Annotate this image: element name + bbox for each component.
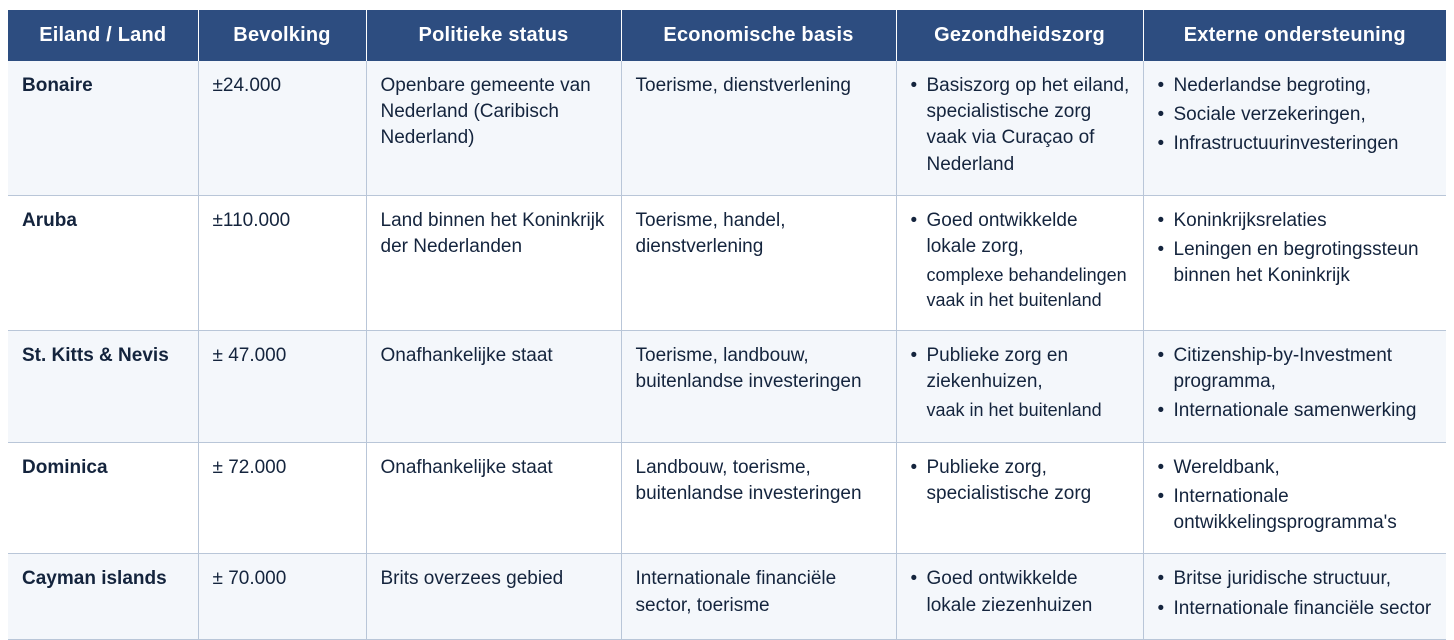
list-item: vaak in het buitenland — [926, 400, 1102, 421]
table-row — [8, 330, 1446, 442]
list-item: • Internationale ontwikkelingsprogramma's — [1158, 484, 1435, 536]
cell-political-status: Onafhankelijke staat — [366, 330, 621, 442]
cell-population: ± 72.000 — [198, 442, 366, 554]
cell-economy: Toerisme, handel, dienstverlening — [621, 195, 896, 330]
cell-economy: Landbouw, toerisme, buitenlandse investeringen — [621, 442, 896, 554]
healthcare-list — [911, 455, 1131, 507]
table-header-row — [8, 10, 1446, 61]
healthcare-list — [911, 73, 1131, 178]
cell-economy: Internationale financiële sector, toerisme — [621, 554, 896, 639]
cell-healthcare — [896, 195, 1143, 330]
cell-healthcare — [896, 330, 1143, 442]
list-item: • Citizenship-by-Investment programma, — [1158, 343, 1435, 395]
list-item: • Nederlandse begroting, — [1158, 73, 1435, 99]
list-item: • Infrastructuurinvesteringen — [1158, 131, 1435, 157]
list-item: • Wereldbank, — [1158, 455, 1435, 481]
cell-healthcare — [896, 61, 1143, 195]
list-item: • Publieke zorg, specialistische zorg — [911, 455, 1131, 507]
cell-island-name: Cayman islands — [8, 554, 198, 639]
cell-island-name: Aruba — [8, 195, 198, 330]
cell-external-support — [1143, 61, 1446, 195]
column-header-population: Bevolking — [198, 10, 366, 61]
cell-population: ±24.000 — [198, 61, 366, 195]
external-support-list — [1158, 566, 1435, 621]
cell-healthcare — [896, 442, 1143, 554]
list-item: • Britse juridische structuur, — [1158, 566, 1435, 592]
cell-island-name: St. Kitts & Nevis — [8, 330, 198, 442]
cell-island-name: Dominica — [8, 442, 198, 554]
cell-external-support — [1143, 195, 1446, 330]
list-item: • Internationale financiële sector — [1158, 596, 1435, 622]
list-item: • Koninkrijksrelaties — [1158, 208, 1435, 234]
table-row — [8, 195, 1446, 330]
table-header — [8, 10, 1446, 61]
external-support-list — [1158, 73, 1435, 158]
external-support-list — [1158, 455, 1435, 537]
healthcare-list — [911, 566, 1131, 618]
column-header-political-status: Politieke status — [366, 10, 621, 61]
column-header-island: Eiland / Land — [8, 10, 198, 61]
cell-external-support — [1143, 442, 1446, 554]
list-item: • Goed ontwikkelde lokale ziezenhuizen — [911, 566, 1131, 618]
island-comparison-table — [8, 10, 1446, 640]
column-header-external-support: Externe ondersteuning — [1143, 10, 1446, 61]
list-item: • Sociale verzekeringen, — [1158, 102, 1435, 128]
cell-external-support — [1143, 554, 1446, 639]
list-item: • Goed ontwikkelde lokale zorg, — [911, 208, 1131, 260]
table-row — [8, 442, 1446, 554]
cell-political-status: Onafhankelijke staat — [366, 442, 621, 554]
list-item: • Basiszorg op het eiland, specialistische zorg vaak via Curaçao of Nederland — [911, 73, 1131, 178]
cell-economy: Toerisme, dienstverlening — [621, 61, 896, 195]
list-item: • Leningen en begrotingssteun binnen het Koninkrijk — [1158, 237, 1435, 289]
healthcare-list — [911, 208, 1131, 313]
cell-healthcare — [896, 554, 1143, 639]
cell-external-support — [1143, 330, 1446, 442]
external-support-list — [1158, 208, 1435, 290]
cell-political-status: Openbare gemeente van Nederland (Caribisch Nederland) — [366, 61, 621, 195]
list-item: • Publieke zorg en ziekenhuizen, — [911, 343, 1131, 395]
table-row — [8, 61, 1446, 195]
list-item: complexe behandelingen vaak in het buitenland — [926, 265, 1127, 311]
cell-political-status: Land binnen het Koninkrijk der Nederlanden — [366, 195, 621, 330]
column-header-healthcare: Gezondheidszorg — [896, 10, 1143, 61]
table-row — [8, 554, 1446, 639]
healthcare-list — [911, 343, 1131, 423]
table-body — [8, 61, 1446, 639]
cell-political-status: Brits overzees gebied — [366, 554, 621, 639]
external-support-list — [1158, 343, 1435, 425]
cell-population: ± 47.000 — [198, 330, 366, 442]
cell-population: ± 70.000 — [198, 554, 366, 639]
cell-island-name: Bonaire — [8, 61, 198, 195]
list-item: • Internationale samenwerking — [1158, 398, 1435, 424]
cell-economy: Toerisme, landbouw, buitenlandse investeringen — [621, 330, 896, 442]
column-header-economy: Economische basis — [621, 10, 896, 61]
cell-population: ±110.000 — [198, 195, 366, 330]
